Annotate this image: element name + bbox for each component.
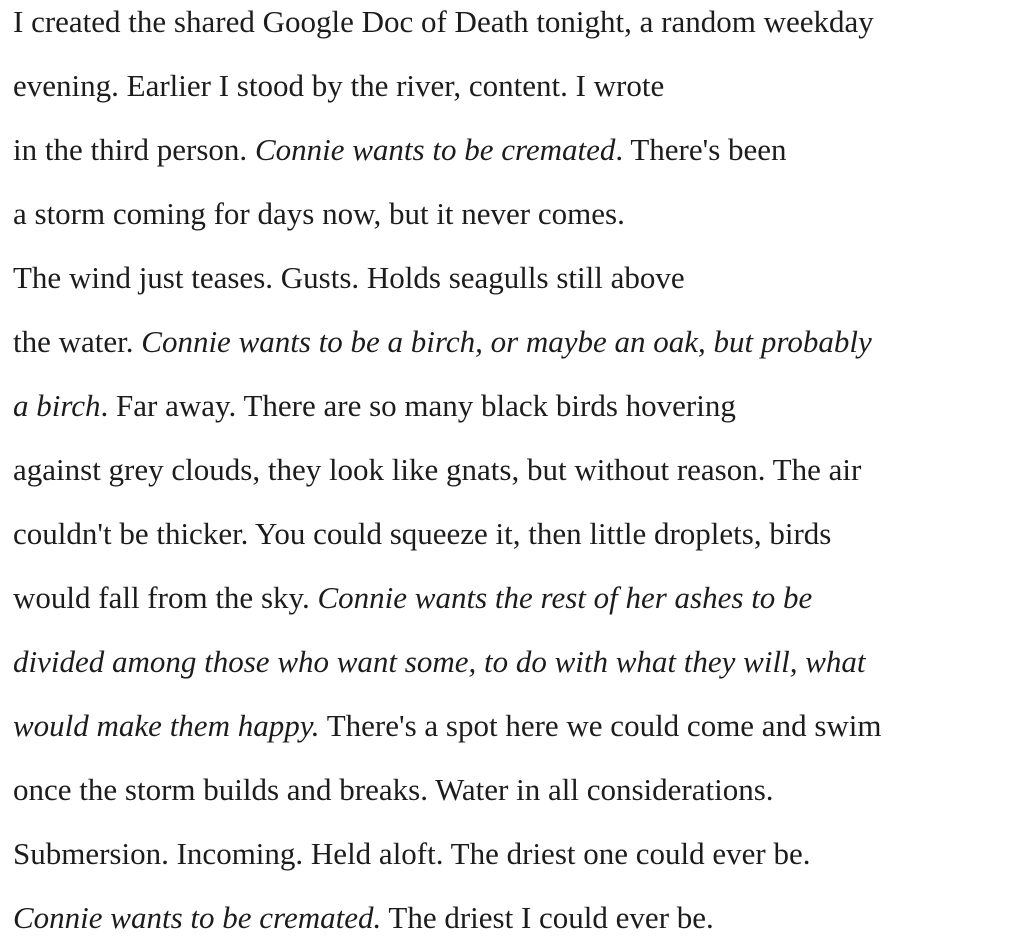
poem-line-9 [13,502,1018,566]
poem-line-8 [13,438,1018,502]
roman-text: a storm coming for days now, but it never comes. [13,196,625,231]
roman-text: There's a spot here we could come and swim [319,708,882,743]
italic-text: Connie wants to be a birch, or maybe an oak, but probably [141,324,872,359]
poem-line-12 [13,694,1018,758]
poem-line-11 [13,630,1018,694]
italic-text: Connie wants the rest of her ashes to be [317,580,813,615]
poem-line-1 [13,0,1018,54]
roman-text: couldn't be thicker. You could squeeze it, then little droplets, birds [13,516,832,551]
poem-line-15 [13,886,1018,950]
roman-text: in the third person. [13,132,255,167]
poem-line-3 [13,118,1018,182]
roman-text: I created the shared Google Doc of Death tonight, a random weekday [13,4,874,39]
roman-text: . Far away. There are so many black birds hovering [100,388,736,423]
poem-line-10 [13,566,1018,630]
roman-text: The wind just teases. Gusts. Holds seagulls still above [13,260,685,295]
poem-line-4 [13,182,1018,246]
roman-text: would fall from the sky. [13,580,318,615]
poem-line-5 [13,246,1018,310]
poem-line-14 [13,822,1018,886]
poem-line-6 [13,310,1018,374]
italic-text: divided among those who want some, to do with what they will, what [13,644,866,679]
poem-line-13 [13,758,1018,822]
roman-text: the water. [13,324,142,359]
poem-line-2 [13,54,1018,118]
roman-text: evening. Earlier I stood by the river, content. I wrote [13,68,665,103]
roman-text: The driest I could ever be. [381,900,714,935]
italic-text: a birch [13,388,101,423]
roman-text: . There's been [615,132,787,167]
italic-text: Connie wants to be cremated [254,132,616,167]
poem-text [13,0,1018,950]
roman-text: Submersion. Incoming. Held aloft. The driest one could ever be. [13,836,811,871]
poem-line-7 [13,374,1018,438]
roman-text: against grey clouds, they look like gnats, but without reason. The air [13,452,862,487]
italic-text: would make them happy. [13,708,320,743]
italic-text: Connie wants to be cremated. [13,900,382,935]
roman-text: once the storm builds and breaks. Water in all considerations. [13,772,774,807]
